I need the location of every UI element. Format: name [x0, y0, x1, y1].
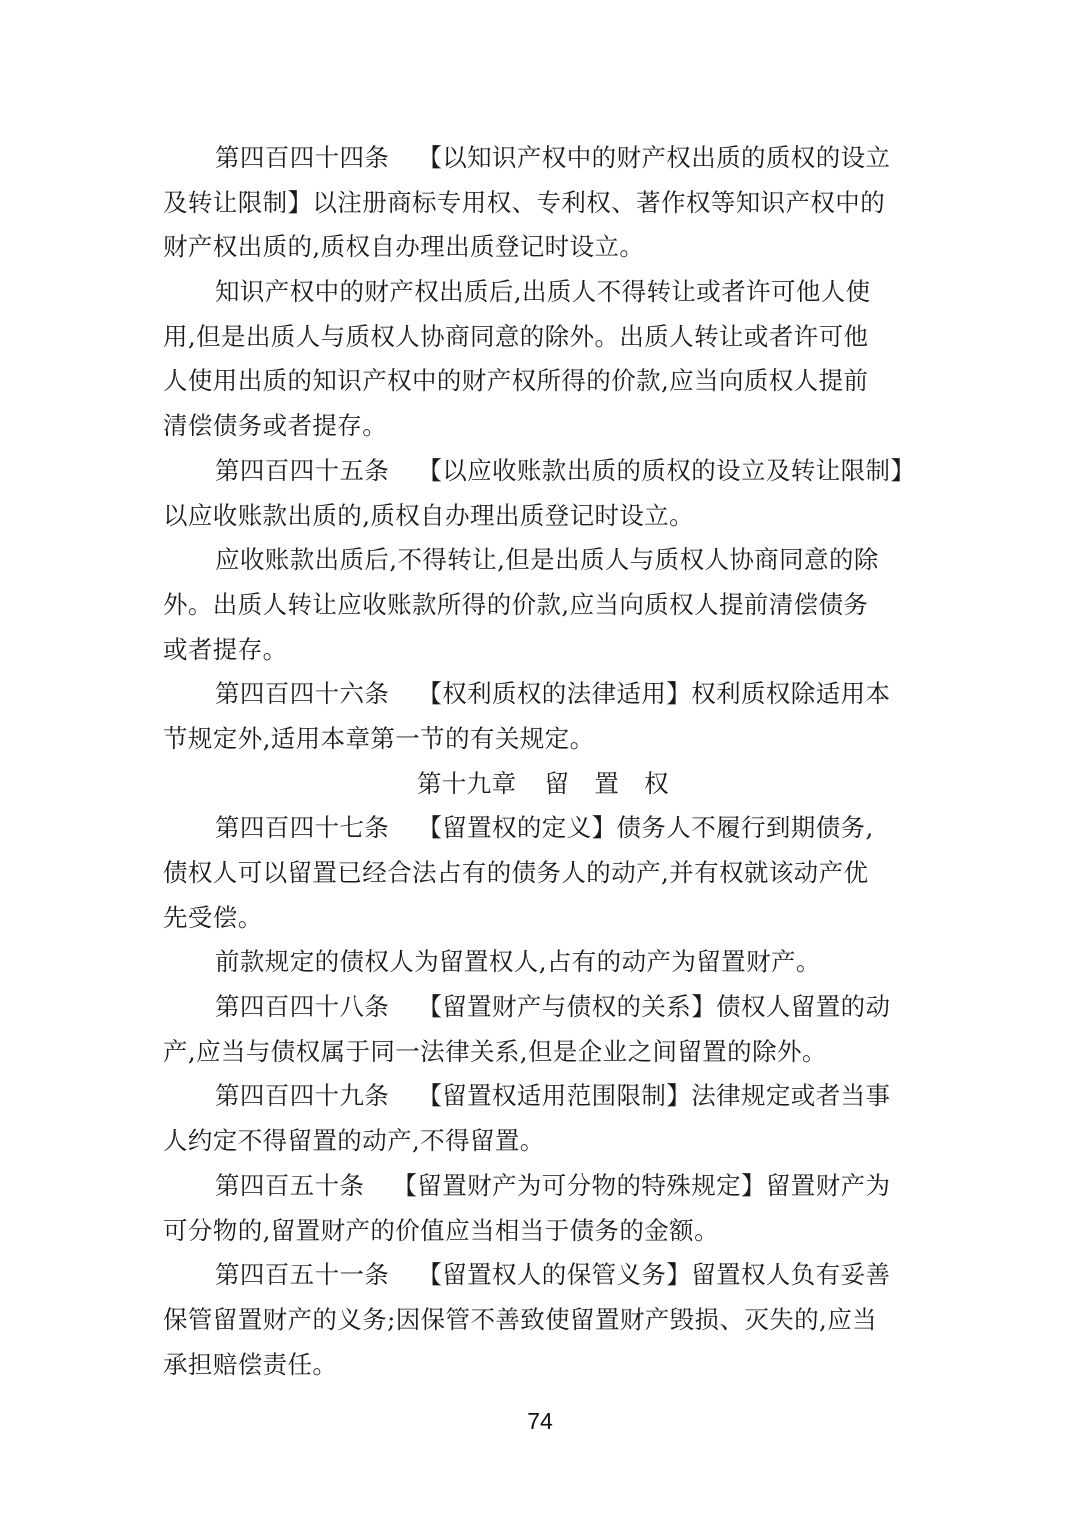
line-text: 债权人可以留置已经合法占有的债务人的动产,并有权就该动产优	[163, 858, 869, 887]
line-text: 【留置权的定义】债务人不履行到期债务,	[417, 813, 874, 843]
line-text: 以应收账款出质的,质权自办理出质登记时设立。	[163, 500, 695, 530]
text-line	[163, 896, 923, 941]
line-text: 应收账款出质后,不得转让,但是出质人与质权人协商同意的除	[215, 545, 879, 575]
line-text: 【以应收账款出质的质权的设立及转让限制】	[417, 455, 916, 485]
text-line	[163, 1209, 923, 1254]
line-text: 产,应当与债权属于同一法律关系,但是企业之间留置的除外。	[163, 1036, 827, 1066]
line-text: 外。出质人转让应收账款所得的价款,应当向质权人提前清偿债务	[163, 589, 869, 619]
text-line	[163, 404, 923, 449]
line-text: 先受偿。	[163, 902, 263, 932]
line-text: 【留置权适用范围限制】法律规定或者当事	[417, 1081, 891, 1111]
line-text: 人使用出质的知识产权中的财产权所得的价款,应当向质权人提前	[163, 366, 869, 396]
line-text: 【留置权人的保管义务】留置权人负有妥善	[417, 1260, 891, 1290]
text-line	[163, 583, 923, 628]
article-line	[163, 806, 923, 851]
text-line	[163, 1119, 923, 1164]
article-line	[163, 1253, 923, 1298]
article-line	[163, 449, 923, 494]
line-text: 知识产权中的财产权出质后,出质人不得转让或者许可他人使	[215, 277, 871, 307]
text-line	[163, 940, 923, 985]
text-line	[163, 538, 923, 583]
text-line	[163, 315, 923, 360]
line-text: 保管留置财产的义务;因保管不善致使留置财产毁损、灭失的,应当	[163, 1304, 878, 1334]
line-text: 承担赔偿责任。	[163, 1349, 338, 1379]
line-text: 用,但是出质人与质权人协商同意的除外。出质人转让或者许可他	[163, 321, 869, 351]
text-line	[163, 181, 923, 226]
text-line	[163, 225, 923, 270]
text-block-section-bottom	[163, 806, 923, 1387]
line-text: 【留置财产与债权的关系】债权人留置的动	[417, 992, 891, 1022]
article-line	[163, 985, 923, 1030]
article-number: 第四百四十九条	[215, 1081, 390, 1111]
line-text: 可分物的,留置财产的价值应当相当于债务的金额。	[163, 1215, 719, 1245]
text-line	[163, 494, 923, 539]
line-text: 前款规定的债权人为留置权人,占有的动产为留置财产。	[215, 947, 821, 977]
article-number: 第四百五十一条	[215, 1260, 390, 1290]
article-line	[163, 1164, 923, 1209]
article-number: 第四百五十条	[215, 1170, 365, 1200]
text-line	[163, 1030, 923, 1075]
text-line	[163, 270, 923, 315]
text-line	[163, 359, 923, 404]
text-line	[163, 628, 923, 673]
article-number: 第四百四十五条	[215, 455, 390, 485]
article-number: 第四百四十六条	[215, 679, 390, 709]
line-text: 清偿债务或者提存。	[163, 411, 388, 441]
document-body	[163, 136, 923, 1387]
text-line	[163, 1298, 923, 1343]
text-block-section-top	[163, 136, 923, 762]
text-line	[163, 1343, 923, 1388]
chapter-number: 第十九章	[416, 768, 517, 798]
line-text: 【权利质权的法律适用】权利质权除适用本	[417, 679, 891, 709]
line-text: 财产权出质的,质权自办理出质登记时设立。	[163, 232, 645, 262]
article-line	[163, 1074, 923, 1119]
line-text: 人约定不得留置的动产,不得留置。	[163, 1126, 545, 1156]
page-number: 74	[527, 1408, 553, 1434]
line-text: 节规定外,适用本章第一节的有关规定。	[163, 723, 595, 753]
article-number: 第四百四十七条	[215, 813, 390, 843]
line-text: 或者提存。	[163, 634, 288, 664]
text-line	[163, 851, 923, 896]
text-line	[163, 717, 923, 762]
chapter-title: 留 置 权	[544, 768, 670, 798]
line-text: 及转让限制】以注册商标专用权、专利权、著作权等知识产权中的	[163, 187, 886, 217]
article-line	[163, 136, 923, 181]
article-line	[163, 672, 923, 717]
chapter-heading	[163, 762, 923, 807]
article-number: 第四百四十四条	[215, 143, 390, 172]
article-number: 第四百四十八条	[215, 992, 390, 1022]
line-text: 【留置财产为可分物的特殊规定】留置财产为	[392, 1170, 891, 1200]
line-text: 【以知识产权中的财产权出质的质权的设立	[417, 143, 891, 172]
